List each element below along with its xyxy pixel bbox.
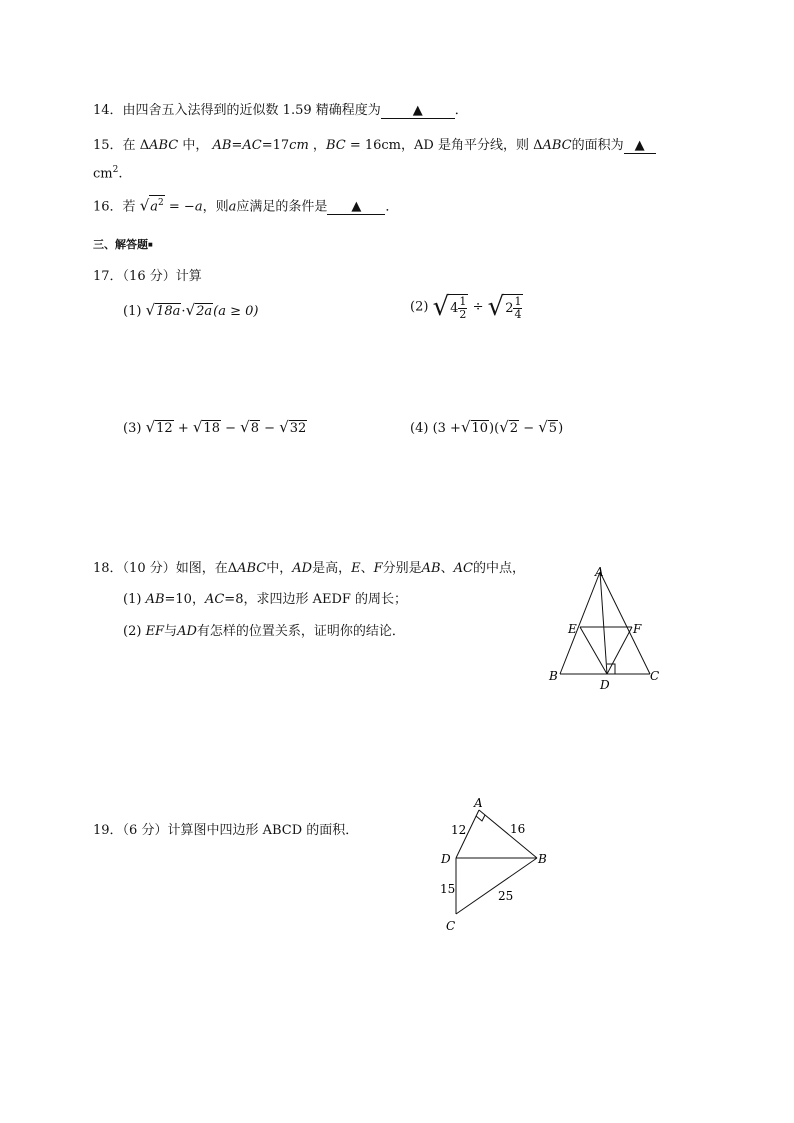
side-ab xyxy=(479,810,537,858)
q19-text: 19．（6 分）计算图中四边形 ABCD 的面积． xyxy=(93,823,359,838)
q17-p4-open: (3 + xyxy=(432,421,461,436)
q18-p1-ab: AB xyxy=(145,592,165,607)
q17-p4-label: (4) xyxy=(410,421,429,436)
q17-p1-condition: (a ≥ 0) xyxy=(213,304,259,319)
q18-abc: ABC xyxy=(237,561,267,576)
q18-p2-ad: AD xyxy=(177,624,197,639)
q15-unit-line xyxy=(93,165,122,181)
q18-p1-c: =8，求四边形 AEDF 的周长； xyxy=(224,592,408,607)
length-bc: 25 xyxy=(498,889,514,903)
q17-p2-num-2: 1 xyxy=(514,294,522,308)
q17-p3-op-3: − xyxy=(264,421,276,436)
q18-h2: 中， xyxy=(266,561,293,576)
q17-p3-op-2: − xyxy=(225,421,237,436)
triangle-mark-icon: ▲ xyxy=(351,199,362,215)
q17-p4-mid: )( xyxy=(489,421,500,436)
triangle-symbol: Δ xyxy=(533,138,543,153)
q18-ad: AD xyxy=(292,561,313,576)
q18-p2-label: (2) xyxy=(123,624,142,639)
q17-p3-op-1: + xyxy=(177,421,189,436)
q19-figure xyxy=(432,790,562,935)
q16-end: ． xyxy=(385,199,399,215)
q14-end: ． xyxy=(454,103,468,118)
q17-p4-radicand-3: 5 xyxy=(548,421,558,436)
q15-unit-end: . xyxy=(118,166,123,182)
sqrt-2a: √2a xyxy=(185,301,213,319)
q17-part-3 xyxy=(123,420,307,436)
sqrt-12: √12 xyxy=(145,418,173,436)
q17-p2-div: ÷ xyxy=(472,299,484,315)
question-14 xyxy=(93,99,468,119)
q17-p1-label: (1) xyxy=(123,304,142,319)
q15-abc: ABC xyxy=(149,138,179,153)
q16-neg-a: a xyxy=(194,199,203,215)
triangle-mark-icon: ▲ xyxy=(412,103,423,118)
q18-p1-label: (1) xyxy=(123,592,142,607)
q17-p1-radicand-1: 18a xyxy=(156,304,181,319)
q18-p2-c: 有怎样的位置关系，证明你的结论． xyxy=(196,624,405,639)
q17-p2-whole-1: 4 xyxy=(450,300,459,316)
q18-part-2 xyxy=(123,620,405,639)
sqrt-a-squared: $√a^2$ xyxy=(139,196,164,215)
q17-p2-den-1: 2 xyxy=(459,307,467,321)
q16-t2: 应满足的条件是 xyxy=(236,199,328,215)
sqrt-32: √32 xyxy=(279,418,307,436)
triangle-mark-icon: ▲ xyxy=(634,138,645,153)
q17-p1-dot: · xyxy=(181,304,186,319)
q15-abc2: ABC xyxy=(542,138,572,153)
q15-ab: AB xyxy=(212,138,232,153)
q15-t2: 中， xyxy=(182,138,209,153)
label-b: B xyxy=(549,669,558,683)
section-3-title-text: 三、解答题 xyxy=(93,238,148,251)
q17-p3-radicand-4: 32 xyxy=(289,421,307,436)
sqrt-8: √8 xyxy=(240,418,259,436)
label-e: E xyxy=(568,622,577,636)
q18-e: E xyxy=(351,561,361,576)
q18-h7: 的中点， xyxy=(472,561,525,576)
q18-head xyxy=(93,557,525,576)
question-15 xyxy=(93,134,656,154)
q17-p2-label: (2) xyxy=(410,299,429,315)
paragraph-mark-icon: ■ xyxy=(148,242,153,248)
label-f: F xyxy=(633,622,642,636)
q15-t4: 的面积为 xyxy=(571,138,624,153)
q15-eq3: = 16cm xyxy=(349,138,402,153)
sqrt-18: √18 xyxy=(192,418,220,436)
q17-p4-op: − xyxy=(523,421,535,436)
q14-answer-blank[interactable] xyxy=(381,104,455,119)
question-16 xyxy=(93,195,398,215)
q18-h4: 、 xyxy=(360,561,374,576)
q18-p2-ef: EF xyxy=(145,624,165,639)
q17-p2-den-2: 4 xyxy=(514,307,522,321)
q18-f: F xyxy=(373,561,383,576)
q18-h6: 、 xyxy=(440,561,454,576)
triangle-symbol: Δ xyxy=(227,561,238,576)
q15-unit: cm xyxy=(93,166,113,182)
q15-eq2: =17 xyxy=(261,138,290,153)
q16-radicand: a xyxy=(150,199,159,215)
length-ad: 12 xyxy=(451,823,467,837)
q15-ac: AC xyxy=(242,138,262,153)
q18-head-num: 18．（10 分）如图，在 xyxy=(93,561,228,576)
q15-num: 15． xyxy=(93,138,123,153)
q15-cm: cm xyxy=(289,138,309,153)
q18-ab: AB xyxy=(421,561,441,576)
q17-p2-whole-2: 2 xyxy=(505,300,514,316)
side-cb xyxy=(456,858,537,914)
q17-part-1 xyxy=(123,303,258,319)
sqrt-18a: √18a xyxy=(145,301,181,319)
sqrt-mixed-2-quarter: √2 $\frac{1}{4}$ xyxy=(487,292,522,322)
q16-t1: ，则 xyxy=(202,199,229,215)
segment-fd xyxy=(607,627,632,674)
right-angle-mark-icon xyxy=(476,815,485,821)
q16-var-a: a xyxy=(228,199,237,215)
label-a: A xyxy=(595,565,604,579)
q18-ac: AC xyxy=(453,561,473,576)
segment-ed xyxy=(580,627,607,674)
q17-p2-num-1: 1 xyxy=(459,294,467,308)
q17-p4-radicand-2: 2 xyxy=(509,421,519,436)
side-ab xyxy=(560,572,600,674)
length-ab: 16 xyxy=(510,822,526,836)
q17-p3-label: (3) xyxy=(123,421,142,436)
section-3-title xyxy=(93,236,153,252)
q17-head: 17．（16 分）计算 xyxy=(93,269,202,284)
q17-p3-radicand-2: 18 xyxy=(203,421,220,436)
q15-bc: BC xyxy=(325,138,346,153)
q18-p1-ac: AC xyxy=(204,592,225,607)
label-c: C xyxy=(650,669,660,683)
q16-exp: 2 xyxy=(158,198,164,208)
q17-part-4 xyxy=(410,420,563,436)
q17-p1-radicand-2: 2a xyxy=(196,304,213,319)
label-b: B xyxy=(538,852,547,866)
q15-eq1: = xyxy=(231,138,243,153)
label-a: A xyxy=(474,796,483,810)
q15-t1: 在 xyxy=(122,138,136,153)
q16-eq: = − xyxy=(168,199,195,215)
q16-num: 16．若 xyxy=(93,199,136,215)
label-c: C xyxy=(446,919,456,933)
q15-t3: ，AD 是角平分线，则 xyxy=(401,138,529,153)
q18-p1-b: =10， xyxy=(164,592,205,607)
q18-h3: 是高， xyxy=(312,561,352,576)
sqrt-2: √2 xyxy=(499,418,519,436)
q17-p3-radicand-3: 8 xyxy=(250,421,259,436)
q15-comma: ， xyxy=(312,138,326,153)
q15-unit-sup: 2 xyxy=(112,165,119,175)
label-d: D xyxy=(441,852,451,866)
q15-answer-blank[interactable] xyxy=(624,139,656,154)
q14-text: 14．由四舍五入法得到的近似数 1.59 精确程度为 xyxy=(93,103,381,118)
side-ac xyxy=(600,572,650,674)
sqrt-10: √10 xyxy=(460,418,489,436)
triangle-symbol: Δ xyxy=(139,138,150,153)
label-d: D xyxy=(600,678,610,692)
q16-answer-blank[interactable] xyxy=(327,200,385,215)
length-dc: 15 xyxy=(440,882,456,896)
q17-p4-radicand-1: 10 xyxy=(471,421,489,436)
q18-p2-b: 与 xyxy=(164,624,178,639)
sqrt-mixed-4-half: √4 $\frac{1}{2}$ xyxy=(432,292,467,322)
q18-figure xyxy=(540,560,670,695)
q18-h5: 分别是 xyxy=(382,561,422,576)
q17-part-2 xyxy=(410,292,523,322)
q17-p4-close: ) xyxy=(558,421,564,436)
sqrt-5: √5 xyxy=(538,418,558,436)
altitude-ad xyxy=(600,572,607,674)
q18-part-1 xyxy=(123,588,407,607)
q17-p3-radicand-1: 12 xyxy=(156,421,173,436)
